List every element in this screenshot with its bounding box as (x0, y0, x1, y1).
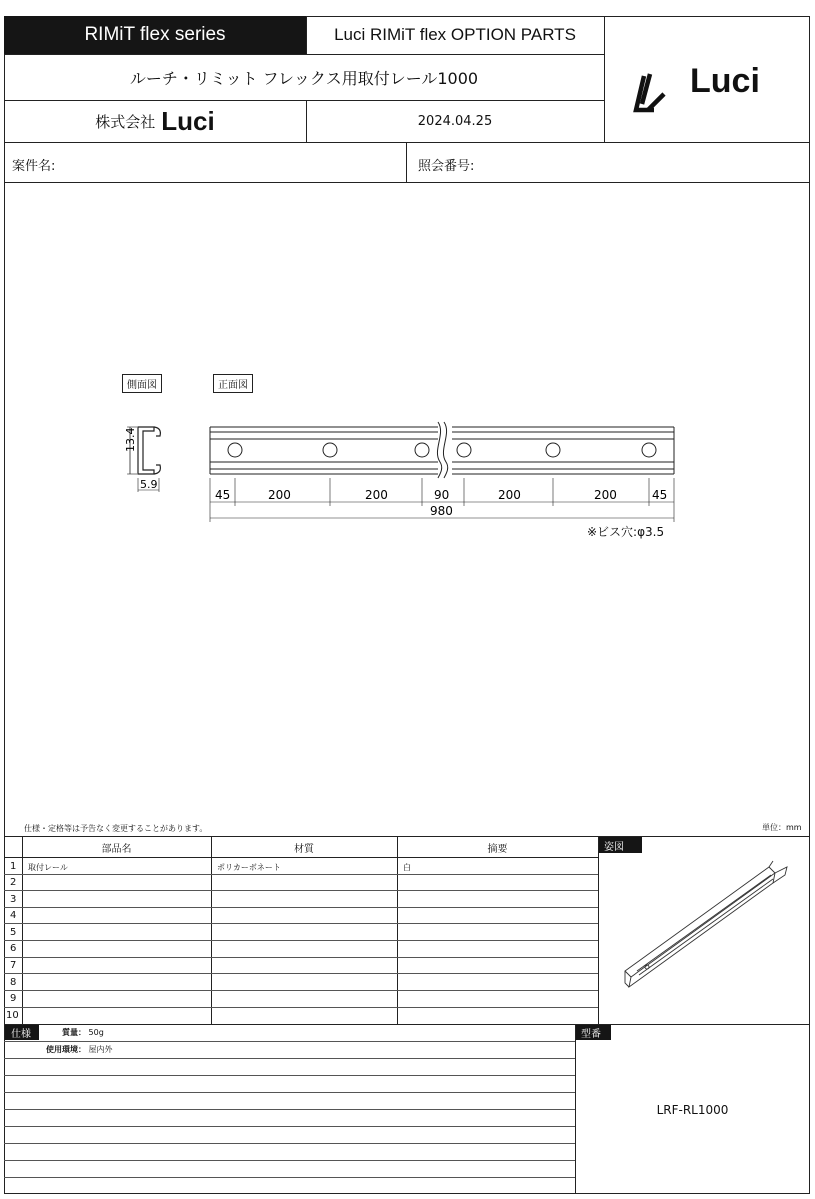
col-header-remarks: 摘要 (487, 843, 508, 855)
row-number: 10 (6, 1010, 19, 1021)
rail-perspective-figure (599, 855, 809, 1023)
company-brand: Luci (161, 105, 215, 136)
reference-number-label: 照会番号: (418, 159, 475, 174)
dim-45-right: 45 (652, 488, 668, 502)
row-number: 7 (10, 960, 17, 971)
row-number: 4 (10, 910, 17, 921)
side-profile (138, 427, 160, 474)
row-number: 2 (10, 877, 17, 888)
dim-200-a: 200 (268, 488, 291, 502)
front-rail (210, 422, 674, 478)
luci-logo (604, 16, 810, 142)
issue-date: 2024.04.25 (417, 113, 493, 129)
col-header-material: 材質 (294, 843, 314, 855)
model-header: 型番 (575, 1025, 611, 1040)
spec-environment (46, 1044, 113, 1055)
mass-label: 質量： (62, 1028, 86, 1037)
company-prefix: 株式会社 (95, 112, 156, 131)
option-parts-title: Luci RIMiT flex OPTION PARTS (334, 25, 576, 44)
side-view-label: 側面図 (122, 374, 162, 393)
row-number: 5 (10, 927, 17, 938)
dim-200-d: 200 (594, 488, 617, 502)
unit-note: 単位：mm (762, 823, 802, 832)
front-view-label: 正面図 (213, 374, 253, 393)
row-number: 1 (10, 861, 17, 872)
screw-hole-note: ※ビス穴:φ3.5 (587, 525, 665, 539)
company-name (4, 100, 306, 142)
row-number: 8 (10, 977, 17, 988)
spec-mass (62, 1027, 104, 1038)
row-part-name: 取付レール (28, 863, 68, 872)
dim-width-label: 5.9 (140, 478, 158, 491)
spec-header: 仕様 (5, 1025, 39, 1040)
disclaimer-note: 仕様・定格等は予告なく変更することがあります。 (24, 824, 208, 833)
dim-height-label: 13.4 (124, 427, 137, 452)
row-material: ポリカーボネート (217, 863, 281, 872)
row-number: 6 (10, 943, 17, 954)
row-remarks: 白 (403, 863, 411, 872)
model-number: LRF-RL1000 (656, 1103, 729, 1117)
col-header-part-name: 部品名 (101, 843, 132, 855)
dim-200-c: 200 (498, 488, 521, 502)
logo-text: Luci (690, 62, 760, 100)
dim-45-left: 45 (215, 488, 231, 502)
product-name: ルーチ・リミット フレックス用取付レール1000 (129, 68, 479, 88)
series-title: RIMiT flex series (4, 16, 306, 54)
mass-value: 50g (88, 1028, 104, 1037)
dim-200-b: 200 (365, 488, 388, 502)
row-number: 3 (10, 894, 17, 905)
row-number: 9 (10, 993, 17, 1004)
project-name-label: 案件名: (12, 159, 56, 174)
env-label: 使用環境： (46, 1045, 86, 1054)
dim-90: 90 (434, 488, 450, 502)
env-value: 屋内外 (88, 1045, 113, 1054)
figure-header: 姿図 (598, 837, 642, 853)
dim-total: 980 (430, 504, 453, 518)
